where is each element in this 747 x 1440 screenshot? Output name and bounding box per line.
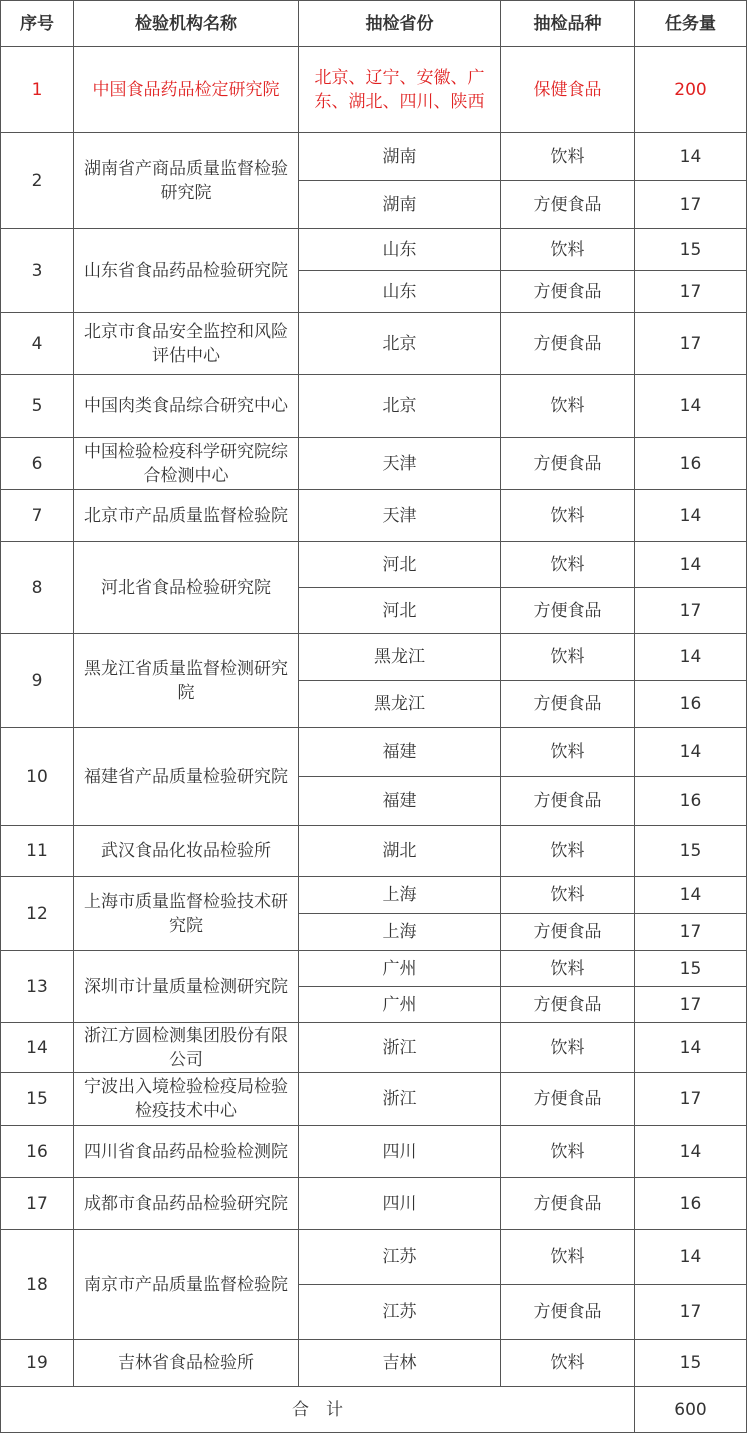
cell-no: 6: [1, 438, 74, 490]
cell-province: 北京、辽宁、安徽、广东、湖北、四川、陕西: [299, 47, 501, 133]
table-row: [1, 313, 747, 375]
cell-province: 江苏: [299, 1285, 501, 1340]
header-no: 序号: [1, 1, 74, 47]
table-row: [1, 375, 747, 438]
cell-province: 福建: [299, 777, 501, 826]
cell-province: 北京: [299, 375, 501, 438]
cell-quantity: 16: [635, 1178, 747, 1230]
cell-no: 12: [1, 877, 74, 951]
cell-quantity: 14: [635, 490, 747, 542]
cell-institution: 福建省产品质量检验研究院: [74, 728, 299, 826]
cell-product-type: 饮料: [501, 826, 635, 877]
cell-product-type: 饮料: [501, 542, 635, 588]
cell-province: 山东: [299, 271, 501, 313]
cell-province: 湖北: [299, 826, 501, 877]
table-row: [1, 728, 747, 777]
cell-no: 16: [1, 1126, 74, 1178]
table-row: [1, 826, 747, 877]
cell-institution: 山东省食品药品检验研究院: [74, 229, 299, 313]
cell-quantity: 14: [635, 634, 747, 681]
cell-province: 湖南: [299, 133, 501, 181]
cell-institution: 浙江方圆检测集团股份有限公司: [74, 1023, 299, 1073]
cell-province: 江苏: [299, 1230, 501, 1285]
cell-institution: 四川省食品药品检验检测院: [74, 1126, 299, 1178]
table-row: [1, 1023, 747, 1073]
cell-no: 10: [1, 728, 74, 826]
cell-province: 山东: [299, 229, 501, 271]
cell-product-type: 方便食品: [501, 438, 635, 490]
cell-quantity: 15: [635, 826, 747, 877]
cell-product-type: 饮料: [501, 877, 635, 914]
table-row: [1, 1178, 747, 1230]
cell-quantity: 17: [635, 181, 747, 229]
cell-no: 3: [1, 229, 74, 313]
cell-product-type: 饮料: [501, 490, 635, 542]
cell-province: 天津: [299, 438, 501, 490]
cell-institution: 北京市产品质量监督检验院: [74, 490, 299, 542]
cell-province: 上海: [299, 877, 501, 914]
cell-institution: 中国肉类食品综合研究中心: [74, 375, 299, 438]
cell-province: 广州: [299, 987, 501, 1023]
cell-quantity: 17: [635, 271, 747, 313]
cell-quantity: 14: [635, 1023, 747, 1073]
cell-no: 5: [1, 375, 74, 438]
cell-province: 广州: [299, 951, 501, 987]
cell-product-type: 方便食品: [501, 914, 635, 951]
cell-product-type: 饮料: [501, 375, 635, 438]
cell-product-type: 方便食品: [501, 777, 635, 826]
cell-product-type: 饮料: [501, 951, 635, 987]
table-row: [1, 438, 747, 490]
cell-quantity: 14: [635, 375, 747, 438]
header-product-type: 抽检品种: [501, 1, 635, 47]
cell-institution: 吉林省食品检验所: [74, 1340, 299, 1387]
header-quantity: 任务量: [635, 1, 747, 47]
cell-product-type: 饮料: [501, 634, 635, 681]
table-row: [1, 634, 747, 681]
total-label: 合 计: [1, 1387, 635, 1433]
cell-quantity: 17: [635, 1073, 747, 1126]
cell-no: 8: [1, 542, 74, 634]
cell-product-type: 方便食品: [501, 1178, 635, 1230]
cell-quantity: 17: [635, 914, 747, 951]
cell-no: 18: [1, 1230, 74, 1340]
cell-product-type: 方便食品: [501, 181, 635, 229]
table-row: [1, 1230, 747, 1285]
cell-quantity: 16: [635, 438, 747, 490]
cell-no: 14: [1, 1023, 74, 1073]
cell-product-type: 保健食品: [501, 47, 635, 133]
table-row: [1, 951, 747, 987]
cell-no: 9: [1, 634, 74, 728]
table-row: [1, 877, 747, 914]
cell-quantity: 14: [635, 1230, 747, 1285]
cell-quantity: 17: [635, 987, 747, 1023]
cell-province: 黑龙江: [299, 681, 501, 728]
cell-no: 2: [1, 133, 74, 229]
cell-product-type: 饮料: [501, 133, 635, 181]
cell-product-type: 方便食品: [501, 588, 635, 634]
cell-product-type: 方便食品: [501, 681, 635, 728]
cell-institution: 中国检验检疫科学研究院综合检测中心: [74, 438, 299, 490]
cell-province: 北京: [299, 313, 501, 375]
cell-province: 四川: [299, 1178, 501, 1230]
cell-institution: 河北省食品检验研究院: [74, 542, 299, 634]
cell-institution: 武汉食品化妆品检验所: [74, 826, 299, 877]
cell-no: 15: [1, 1073, 74, 1126]
table-row: [1, 1340, 747, 1387]
cell-institution: 南京市产品质量监督检验院: [74, 1230, 299, 1340]
cell-product-type: 方便食品: [501, 987, 635, 1023]
cell-no: 1: [1, 47, 74, 133]
table-row: [1, 490, 747, 542]
table-row: [1, 229, 747, 271]
cell-institution: 湖南省产商品质量监督检验研究院: [74, 133, 299, 229]
cell-province: 湖南: [299, 181, 501, 229]
cell-quantity: 200: [635, 47, 747, 133]
cell-product-type: 方便食品: [501, 1073, 635, 1126]
cell-no: 13: [1, 951, 74, 1023]
cell-product-type: 饮料: [501, 1230, 635, 1285]
table-row: [1, 1073, 747, 1126]
cell-province: 河北: [299, 542, 501, 588]
cell-product-type: 方便食品: [501, 1285, 635, 1340]
cell-province: 浙江: [299, 1023, 501, 1073]
header-province: 抽检省份: [299, 1, 501, 47]
cell-institution: 北京市食品安全监控和风险评估中心: [74, 313, 299, 375]
cell-no: 19: [1, 1340, 74, 1387]
cell-institution: 上海市质量监督检验技术研究院: [74, 877, 299, 951]
cell-quantity: 14: [635, 133, 747, 181]
header-institution: 检验机构名称: [74, 1, 299, 47]
cell-product-type: 饮料: [501, 1126, 635, 1178]
cell-no: 11: [1, 826, 74, 877]
cell-quantity: 14: [635, 1126, 747, 1178]
cell-quantity: 17: [635, 588, 747, 634]
cell-quantity: 14: [635, 542, 747, 588]
table-row: [1, 133, 747, 181]
cell-province: 天津: [299, 490, 501, 542]
cell-quantity: 15: [635, 951, 747, 987]
cell-product-type: 方便食品: [501, 271, 635, 313]
cell-institution: 黑龙江省质量监督检测研究院: [74, 634, 299, 728]
cell-quantity: 15: [635, 1340, 747, 1387]
table-row: [1, 47, 747, 133]
cell-province: 上海: [299, 914, 501, 951]
header-row: [1, 1, 747, 47]
cell-province: 浙江: [299, 1073, 501, 1126]
cell-province: 河北: [299, 588, 501, 634]
cell-institution: 中国食品药品检定研究院: [74, 47, 299, 133]
cell-no: 4: [1, 313, 74, 375]
total-row: [1, 1387, 747, 1433]
cell-quantity: 17: [635, 1285, 747, 1340]
cell-province: 黑龙江: [299, 634, 501, 681]
cell-institution: 深圳市计量质量检测研究院: [74, 951, 299, 1023]
cell-quantity: 14: [635, 728, 747, 777]
cell-product-type: 饮料: [501, 1023, 635, 1073]
cell-quantity: 16: [635, 777, 747, 826]
cell-province: 吉林: [299, 1340, 501, 1387]
total-quantity: 600: [635, 1387, 747, 1433]
cell-institution: 宁波出入境检验检疫局检验检疫技术中心: [74, 1073, 299, 1126]
cell-product-type: 饮料: [501, 728, 635, 777]
cell-quantity: 16: [635, 681, 747, 728]
table-row: [1, 542, 747, 588]
table-row: [1, 1126, 747, 1178]
cell-quantity: 15: [635, 229, 747, 271]
cell-no: 17: [1, 1178, 74, 1230]
cell-no: 7: [1, 490, 74, 542]
cell-product-type: 饮料: [501, 229, 635, 271]
cell-province: 福建: [299, 728, 501, 777]
cell-institution: 成都市食品药品检验研究院: [74, 1178, 299, 1230]
cell-product-type: 方便食品: [501, 313, 635, 375]
cell-quantity: 17: [635, 313, 747, 375]
cell-quantity: 14: [635, 877, 747, 914]
cell-province: 四川: [299, 1126, 501, 1178]
cell-product-type: 饮料: [501, 1340, 635, 1387]
